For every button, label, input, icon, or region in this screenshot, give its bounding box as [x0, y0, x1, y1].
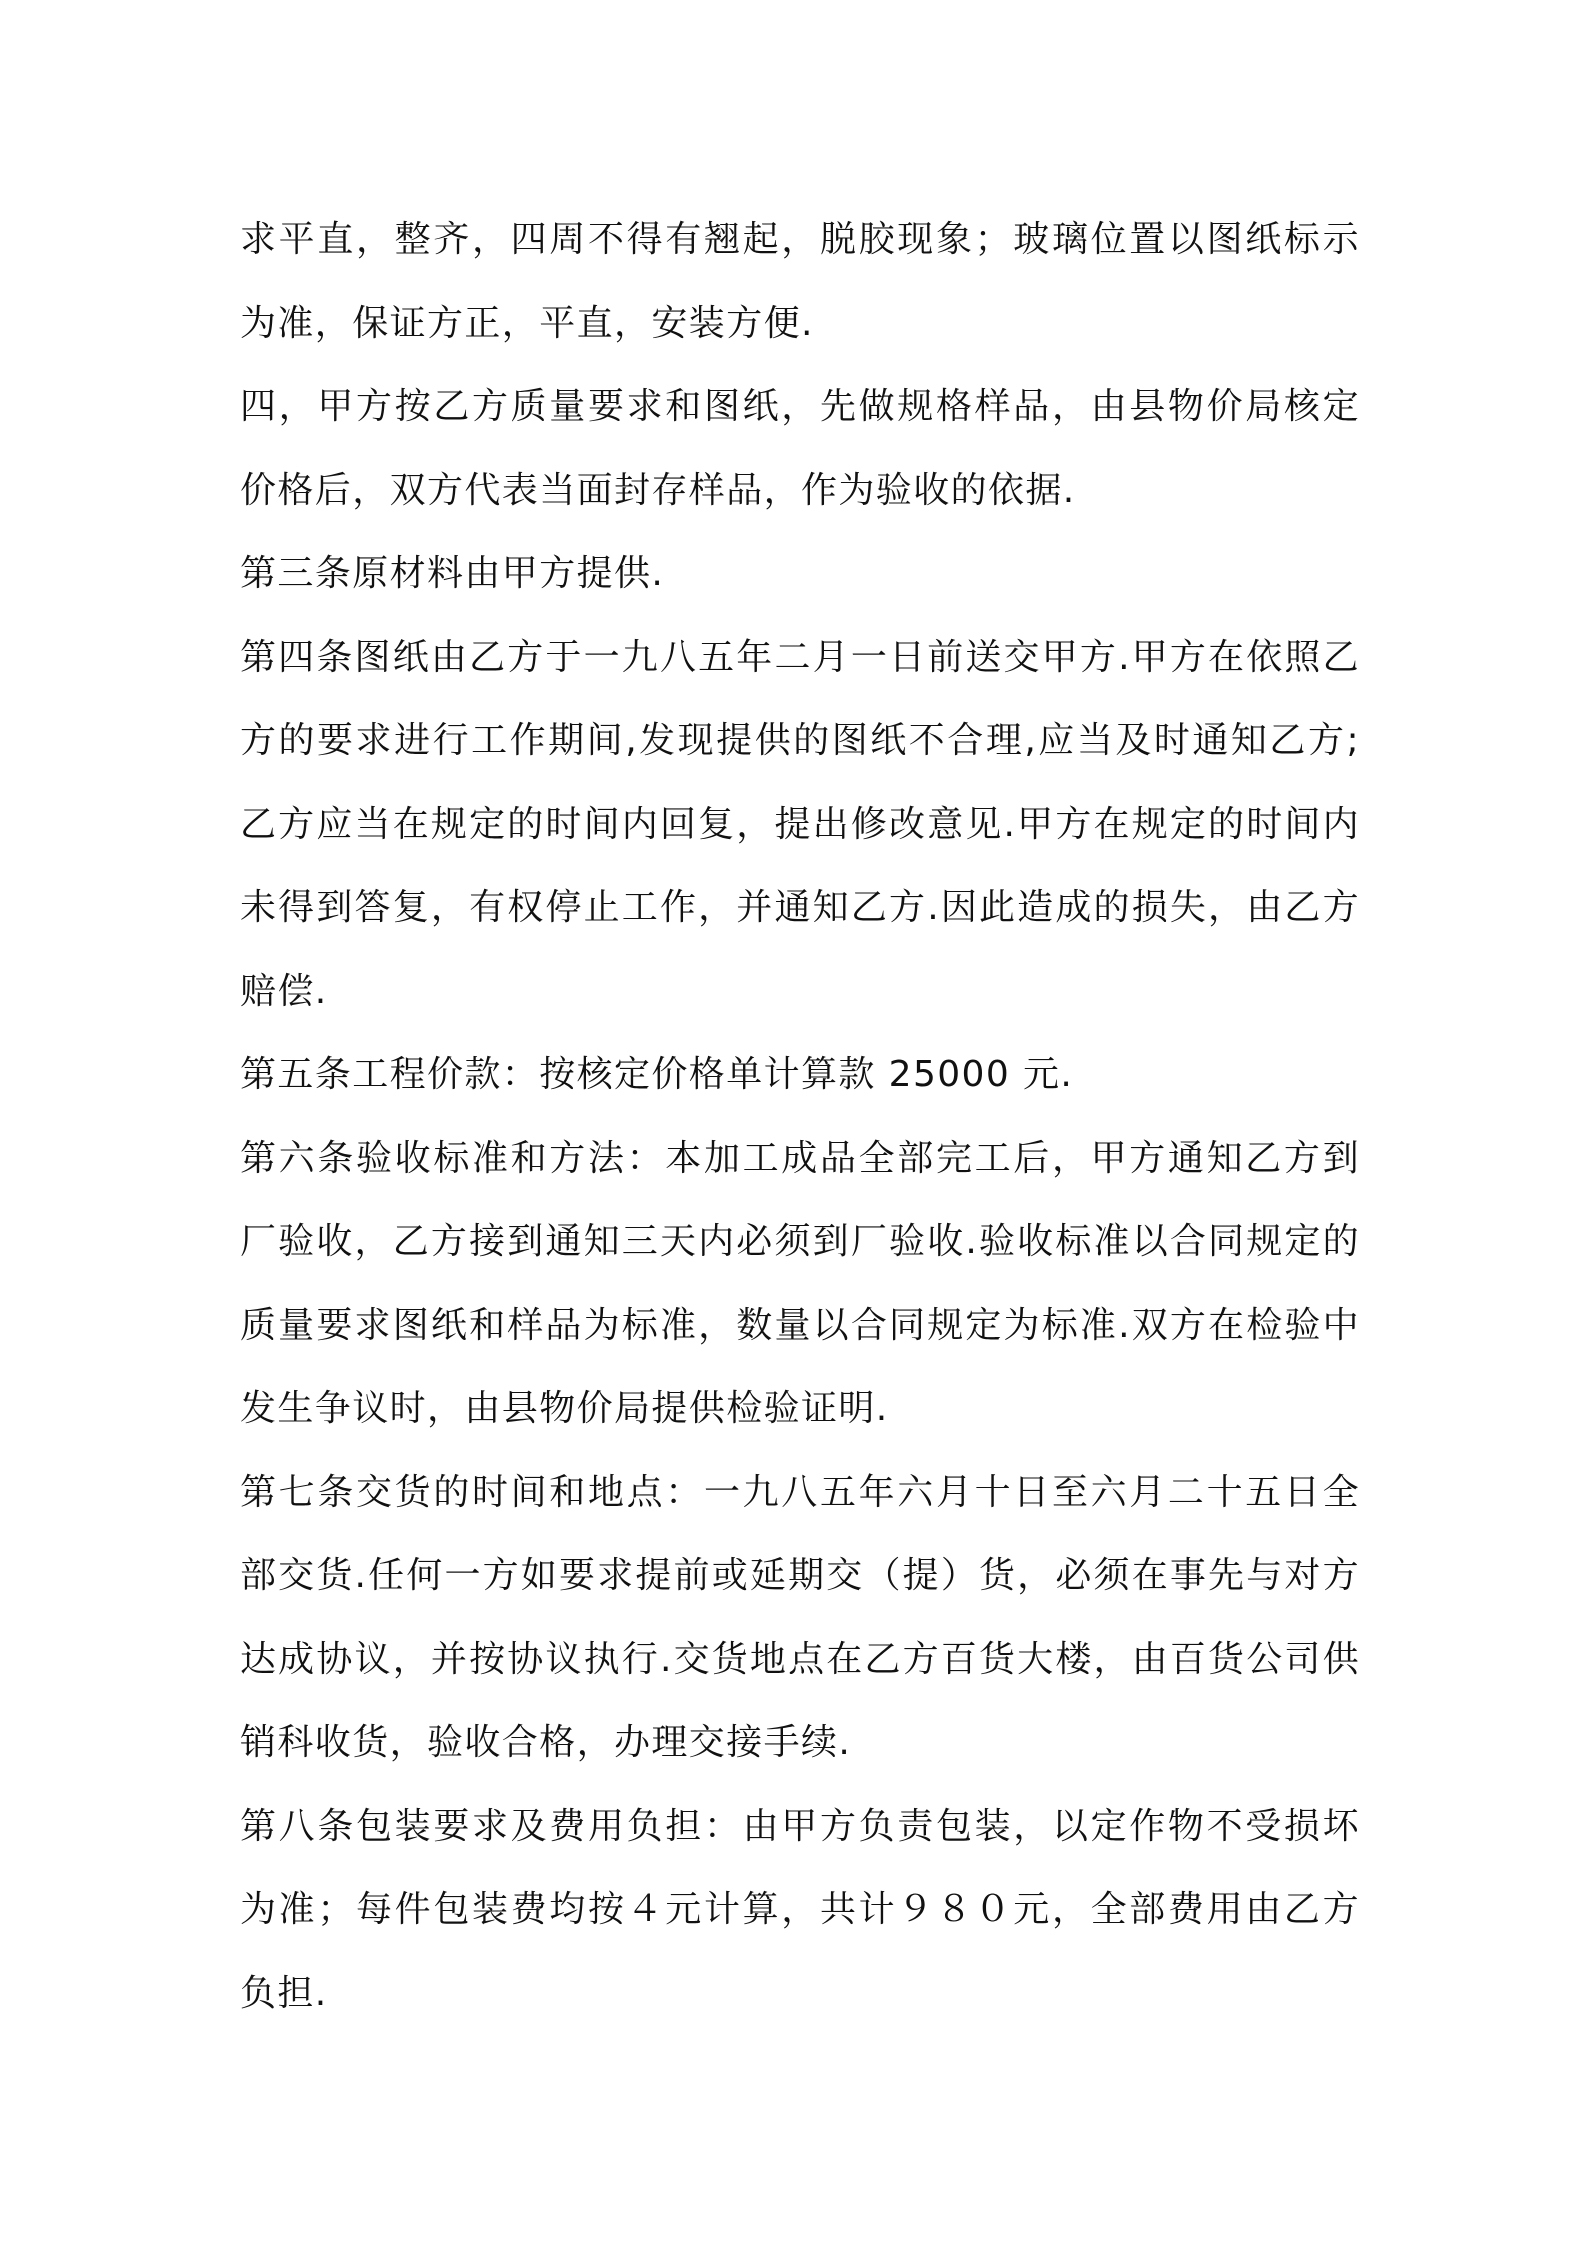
paragraph-article-4-drawings: 第四条图纸由乙方于一九八五年二月一日前送交甲方.甲方在依照乙方的要求进行工作期间,发现提供的图纸不合理,应当及时通知乙方;乙方应当在规定的时间内回复，提出修改意见.甲方在规定的时间内未得到答复，有权停止工作，并通知乙方.因此造成的损失，由乙方赔偿.	[240, 636, 1360, 1012]
paragraph-item-4-sample: 四，甲方按乙方质量要求和图纸，先做规格样品，由县物价局核定价格后，双方代表当面封存样品，作为验收的依据.	[240, 386, 1360, 511]
document-body	[240, 198, 1360, 2035]
paragraph-article-8-packaging: 第八条包装要求及费用负担：由甲方负责包装，以定作物不受损坏为准；每件包装费均按４元计算，共计９８０元，全部费用由乙方负担.	[240, 1805, 1360, 2014]
paragraph-article-7-delivery: 第七条交货的时间和地点：一九八五年六月十日至六月二十五日全部交货.任何一方如要求提前或延期交（提）货，必须在事先与对方达成协议，并按协议执行.交货地点在乙方百货大楼，由百货公司供销科收货，验收合格，办理交接手续.	[240, 1471, 1360, 1763]
paragraph-article-6-acceptance: 第六条验收标准和方法：本加工成品全部完工后，甲方通知乙方到厂验收，乙方接到通知三天内必须到厂验收.验收标准以合同规定的质量要求图纸和样品为标准，数量以合同规定为标准.双方在检验中发生争议时，由县物价局提供检验证明.	[240, 1137, 1360, 1429]
paragraph-clause-3-continued: 求平直，整齐，四周不得有翘起，脱胶现象；玻璃位置以图纸标示为准，保证方正，平直，安装方便.	[240, 219, 1360, 344]
paragraph-article-5-price: 第五条工程价款：按核定价格单计算款 25000 元.	[240, 1054, 1074, 1095]
paragraph-article-3-materials: 第三条原材料由甲方提供.	[240, 553, 665, 594]
